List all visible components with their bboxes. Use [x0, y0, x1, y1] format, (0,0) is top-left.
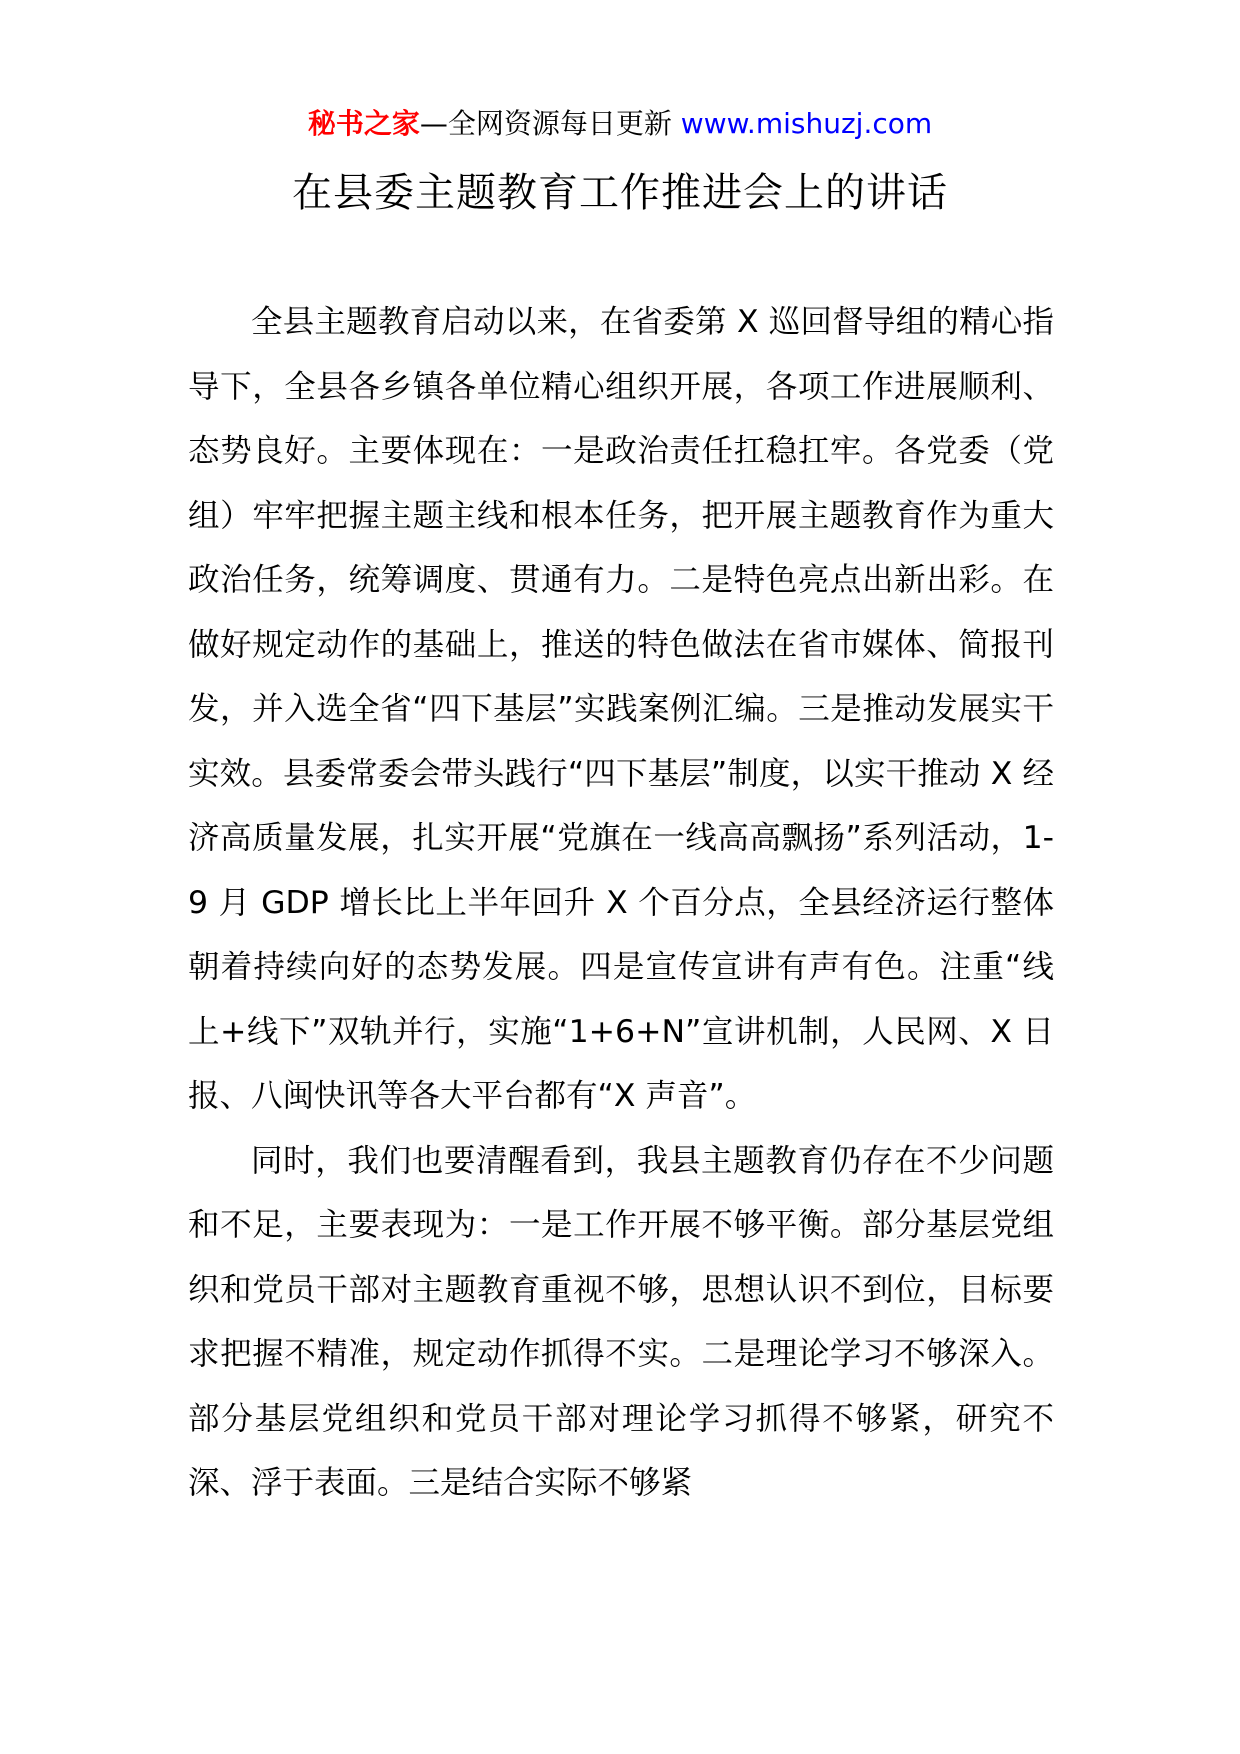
paragraph-problems: 同时，我们也要清醒看到，我县主题教育仍存在不少问题和不足，主要表现为：一是工作开展不够平衡。部分基层党组织和党员干部对主题教育重视不够，思想认识不到位，目标要求把握不精准，规定动作抓得不实。二是理论学习不够深入。部分基层党组织和党员干部对理论学习抓得不够紧，研究不深、浮于表面。三是结合实际不够紧 — [188, 1142, 1054, 1501]
site-url-link[interactable]: www.mishuzj.com — [680, 107, 933, 140]
document-title: 在县委主题教育工作推进会上的讲话 — [292, 170, 948, 216]
site-tagline: —全网资源每日更新 — [419, 107, 672, 140]
paragraph-achievements: 全县主题教育启动以来，在省委第 X 巡回督导组的精心指导下，全县各乡镇各单位精心组织开展，各项工作进展顺利、态势良好。主要体现在：一是政治责任扛稳扛牢。各党委（党组）牢牢把握主题主线和根本任务，把开展主题教育作为重大政治任务，统筹调度、贯通有力。二是特色亮点出新出彩。在做好规定动作的基础上，推送的特色做法在省市媒体、简报刊发，并入选全省“四下基层”实践案例汇编。三是推动发展实干实效。县委常委会带头践行“四下基层”制度，以实干推动 X 经济高质量发展，扎实开展“党旗在一线高高飘扬”系列活动，1-9 月 GDP 增长比上半年回升 X 个百分点，全县经济运行整体朝着持续向好的态势发展。四是宣传宣讲有声有色。注重“线上+线下”双轨并行，实施“1+6+N”宣讲机制，人民网、X 日报、八闽快讯等各大平台都有“X 声音”。 — [188, 304, 1054, 1114]
site-brand: 秘书之家 — [307, 107, 420, 140]
site-header — [0, 102, 1240, 146]
document-body — [188, 290, 1054, 1516]
